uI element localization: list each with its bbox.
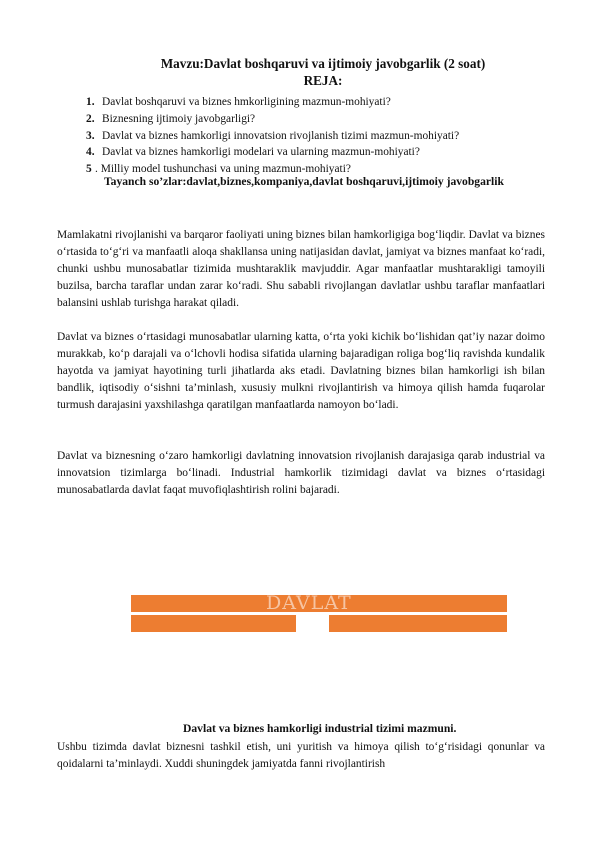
plan-item-text: Biznesning ijtimoiy javobgarligi? [102, 112, 256, 125]
plan-item-text: Davlat va biznes hamkorligi innovatsion rivojlanish tizimi mazmun-mohiyati? [102, 129, 460, 142]
plan-item-number: 1. [86, 96, 95, 108]
cooperation-diagram [131, 592, 507, 655]
paragraph: Ushbu tizimda davlat biznesni tashkil etish, uni yuritish va himoya qilish to‘g‘risidagi qonunlar va qoidalarni ta’minlaydi. Xuddi shuningdek jamiyatda fanni rivojlantirish [57, 741, 545, 770]
plan-item [86, 111, 459, 128]
diagram-bar-davlat [131, 592, 507, 614]
plan-item-text: Davlat va biznes hamkorligi modelari va ularning mazmun-mohiyati? [102, 146, 420, 159]
diagram-label-biznes: BIZNES [177, 633, 262, 655]
section-caption: Davlat va biznes hamkorligi industrial tizimi mazmuni. [183, 722, 457, 735]
diagram-label-fan: FAN [393, 633, 438, 655]
plan-item-number: 4. [86, 146, 95, 159]
plan-item [86, 144, 459, 161]
plan-item-text: Davlat boshqaruvi va biznes hmkorligining mazmun-mohiyati? [102, 96, 391, 108]
diagram-label-davlat: DAVLAT [266, 592, 352, 614]
plan-heading: REJA: [303, 73, 343, 88]
plan-list [86, 94, 459, 178]
plan-item [86, 128, 459, 145]
plan-item-number: 3. [86, 129, 95, 142]
paragraph: Davlat va biznesning o‘zaro hamkorligi davlatning innovatsion rivojlanish darajasiga qarab industrial va innovatsion tizimlarga bo‘linadi. Industrial hamkorlik tizimidagi davlat va biznes o‘rtasidagi munosabatlarda davlat faqat muvofiqlashtirish rolini bajaradi. [57, 450, 545, 496]
page-title: Mavzu:Davlat boshqaruvi va ijtimoiy javobgarlik (2 soat) [160, 56, 486, 71]
plan-item [86, 94, 459, 111]
plan-item-text: . Milliy model tushunchasi va uning mazmun-mohiyati? [95, 163, 351, 176]
paragraph: Mamlakatni rivojlanishi va barqaror faoliyati uning biznes bilan hamkorligiga bog‘liqdir. Davlat va biznes o‘rtasida to‘g‘ri va manfaatli aloqa shakllansa uning natijasidan davlat, jamiyat va biznes manfaat ko‘radi, chunki ushbu munosabatlar tizimida mushtaraklik mavjuddir. Agar manfaatlar mushtarakligi tamoyili buzilsa, barcha taraflar undan zarar ko‘radi. Shu sababli rivojlangan davlatlar ushbu taraflar manfaatlari balansini ushlab turishga harakat qiladi. [57, 229, 545, 309]
diagram-bar-biznes [131, 615, 296, 655]
key-phrases: Tayanch so’zlar:davlat,biznes,kompaniya,davlat boshqaruvi,ijtimoiy javobgarlik [104, 175, 504, 188]
paragraph: Davlat va biznes o‘rtasidagi munosabatlar ularning katta, o‘rta yoki kichik bo‘lishidan qat’iy nazar doimo murakkab, ko‘p darajali va o‘lchovli hodisa sifatida ularning bajaradigan roliga bog‘liq ravishda kundalik hayotda va jamiyat hayotining turli jihatlarda aks etadi. Davlatning biznes bilan hamkorligi ish bilan bandlik, iqtisodiy o‘sishni ta’minlash, xususiy mulkni rivojlantirish va himoya qilish hamda fuqarolar turmush darajasini yaxshilashga qaratilgan manfaatlarda namoyon bo‘ladi. [57, 331, 545, 411]
plan-item-number: 5 [86, 163, 92, 176]
diagram-bar-fan [329, 615, 507, 655]
plan-item-number: 2. [86, 112, 95, 125]
